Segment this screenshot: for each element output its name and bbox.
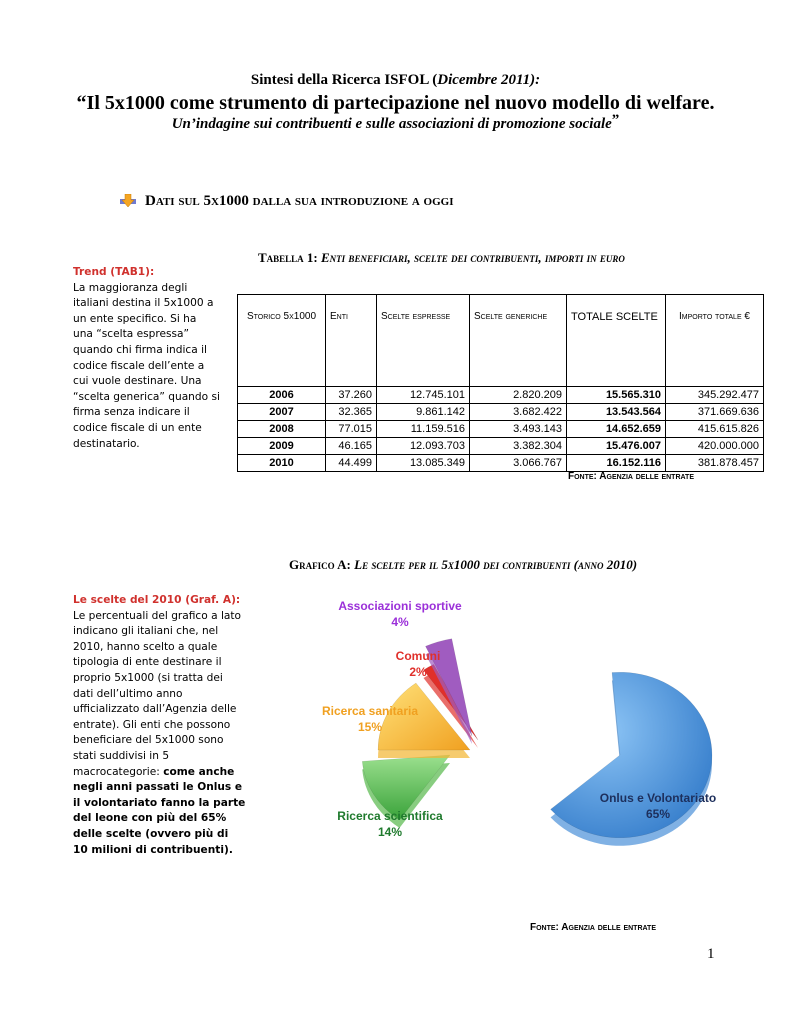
sidebar-trend-heading: Trend (TAB1): (73, 266, 155, 278)
table-cell: 2009 (238, 438, 326, 455)
chart-title (289, 557, 637, 573)
table-cell: 77.015 (326, 421, 377, 438)
sidebar-scelte-line: entrate). Gli enti che possono (73, 718, 231, 731)
table-header-cell: Enti (326, 295, 377, 387)
table-source: Fonte: Agenzia delle entrate (568, 471, 694, 482)
sidebar-scelte-bold-line: delle scelte (ovvero più di (73, 827, 229, 840)
sidebar-trend-line: La maggioranza degli (73, 281, 188, 294)
table-cell: 15.565.310 (567, 387, 666, 404)
subtitle-end: ” (611, 112, 620, 128)
sidebar-trend (73, 265, 248, 452)
sidebar-scelte-line: indicano gli italiani che, nel (73, 625, 219, 638)
table-cell: 15.476.007 (567, 438, 666, 455)
pie-label-value: 14% (377, 825, 403, 839)
chart-source: Fonte: Agenzia delle entrate (530, 922, 656, 933)
table-cell: 381.878.457 (666, 455, 764, 472)
sidebar-trend-line: destinatario. (73, 437, 140, 450)
sidebar-trend-line: codice fiscale di un ente (73, 421, 202, 434)
sidebar-scelte-line: proprio 5x1000 (si tratta dei (73, 671, 223, 684)
sidebar-trend-line: italiani destina il 5x1000 a (73, 297, 214, 310)
sidebar-scelte-line: Le percentuali del grafico a lato (73, 609, 242, 622)
table-title (258, 250, 625, 266)
table-row (238, 404, 764, 421)
table-cell: 16.152.116 (567, 455, 666, 472)
table-title-b: Enti beneficiari, scelte dei contribuenti, importi in euro (321, 250, 625, 265)
sidebar-trend-line: quando chi firma indica il (73, 343, 207, 356)
sidebar-scelte-bold-line: negli anni passati le Onlus e (73, 781, 243, 794)
table-cell: 13.543.564 (567, 404, 666, 421)
sidebar-trend-line: firma senza indicare il (73, 406, 190, 419)
table-cell: 32.365 (326, 404, 377, 421)
sidebar-scelte-line: tipologia di ente destinare il (73, 656, 222, 669)
pie-label-category: Comuni (395, 649, 441, 663)
table-cell: 3.682.422 (470, 404, 567, 421)
table-row (238, 455, 764, 472)
sidebar-scelte-mixed-line (73, 765, 248, 781)
table-cell: 12.745.101 (377, 387, 470, 404)
table-cell: 46.165 (326, 438, 377, 455)
header-line1-a: Sintesi della Ricerca ISFOL ( (250, 72, 438, 88)
sidebar-scelte-heading: Le scelte del 2010 (Graf. A): (73, 594, 241, 606)
sidebar-trend-line: una “scelta espressa” (73, 328, 190, 341)
document-subtitle (0, 112, 791, 133)
pie-label-category: Associazioni sportive (338, 599, 462, 613)
table-cell: 3.066.767 (470, 455, 567, 472)
pie-label-category: Onlus e Volontariato (599, 791, 717, 805)
sidebar-scelte-line: dati dell’ultimo anno (73, 687, 183, 700)
chart-title-a: Grafico A: (289, 557, 355, 572)
data-table (237, 294, 764, 472)
table-cell: 415.615.826 (666, 421, 764, 438)
table-cell: 2008 (238, 421, 326, 438)
table-row (238, 421, 764, 438)
table-header-cell: Importo totale € (666, 295, 764, 387)
sidebar-scelte-line: beneficiare del 5x1000 sono (73, 734, 224, 747)
header-line1 (0, 72, 791, 89)
sidebar-scelte-mixed-a: macrocategorie: (73, 765, 164, 778)
table-row (238, 438, 764, 455)
sidebar-scelte-bold-line: del leone con più del 65% (73, 812, 227, 825)
arrow-bullet-icon (120, 194, 136, 213)
table-cell: 14.652.659 (567, 421, 666, 438)
sidebar-trend-line: “scelta generica” quando si (73, 390, 220, 403)
section-title: Dati sul 5x1000 dalla sua introduzione a oggi (145, 193, 454, 209)
table-cell: 3.493.143 (470, 421, 567, 438)
table-header-row (238, 295, 764, 387)
table-header-cell: Scelte espresse (377, 295, 470, 387)
table-cell: 9.861.142 (377, 404, 470, 421)
sidebar-trend-line: codice fiscale dell’ente a (73, 359, 205, 372)
table-row (238, 387, 764, 404)
pie-label-value: 2% (409, 665, 427, 679)
table-cell: 12.093.703 (377, 438, 470, 455)
pie-label-category: Ricerca scientifica (337, 809, 443, 823)
page-number: 1 (707, 946, 715, 962)
sidebar-scelte-line: 2010, hanno scelto a quale (73, 640, 218, 653)
table-cell: 2.820.209 (470, 387, 567, 404)
table-header-cell: Scelte generiche (470, 295, 567, 387)
table-cell: 13.085.349 (377, 455, 470, 472)
table-cell: 44.499 (326, 455, 377, 472)
sidebar-scelte (73, 593, 248, 858)
table-title-a: Tabella 1: (258, 250, 322, 265)
sidebar-scelte-bold-line: 10 milioni di contribuenti). (73, 843, 233, 856)
sidebar-trend-line: cui vuole destinare. Una (73, 375, 202, 388)
sidebar-trend-line: un ente specifico. Si ha (73, 312, 197, 325)
table-header-cell: Storico 5x1000 (238, 295, 326, 387)
table-cell: 420.000.000 (666, 438, 764, 455)
pie-label-value: 15% (357, 720, 383, 734)
pie-label-category: Ricerca sanitaria (321, 704, 419, 718)
table-cell: 11.159.516 (377, 421, 470, 438)
header-line1-b: Dicembre 2011): (437, 72, 541, 88)
table-cell: 3.382.304 (470, 438, 567, 455)
table-cell: 371.669.636 (666, 404, 764, 421)
sidebar-scelte-line: ufficializzato dall’Agenzia delle (73, 703, 237, 716)
table-cell: 37.260 (326, 387, 377, 404)
table-cell: 2006 (238, 387, 326, 404)
table-header-cell: TOTALE SCELTE (567, 295, 666, 387)
pie-chart (300, 590, 740, 910)
subtitle-text: Un’indagine sui contribuenti e sulle associazioni di promozione sociale (171, 116, 612, 132)
chart-title-b: Le scelte per il 5x1000 dei contribuenti (anno 2010) (354, 557, 638, 572)
pie-label-value: 65% (645, 807, 671, 821)
sidebar-scelte-mixed-b: come anche (163, 765, 235, 778)
table-cell: 2010 (238, 455, 326, 472)
sidebar-scelte-line: stati suddivisi in 5 (73, 749, 170, 762)
document-title: “Il 5x1000 come strumento di partecipazione nel nuovo modello di welfare. (76, 92, 715, 114)
sidebar-scelte-bold-line: il volontariato fanno la parte (73, 796, 246, 809)
table-cell: 345.292.477 (666, 387, 764, 404)
table-cell: 2007 (238, 404, 326, 421)
pie-label-value: 4% (391, 615, 409, 629)
